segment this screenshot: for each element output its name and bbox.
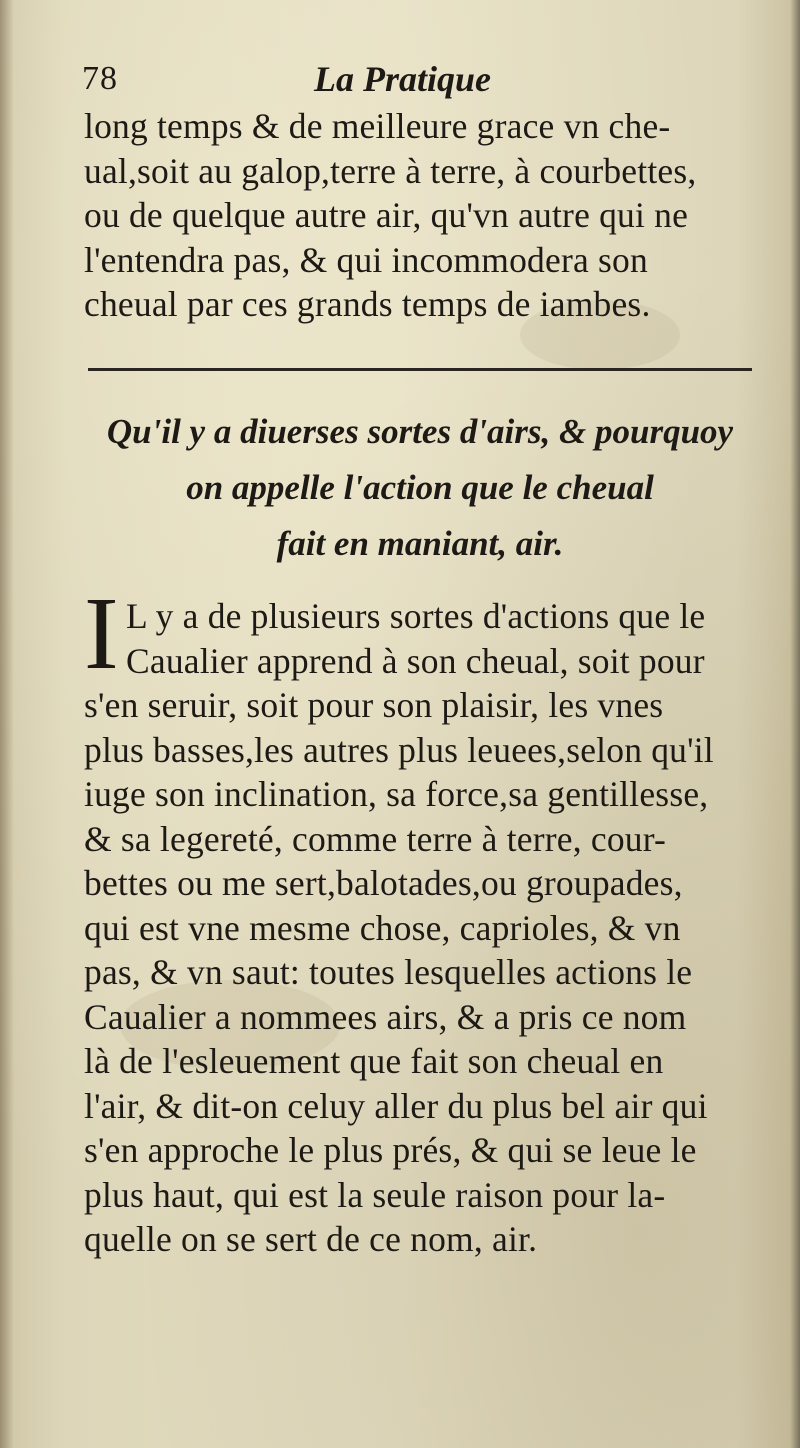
text-line: Caualier apprend à son cheual, soit pour (126, 640, 705, 681)
text-line: s'en seruir, soit pour son plaisir, les vnes (84, 685, 664, 725)
heading-line: fait en maniant, air. (276, 524, 564, 563)
heading-line: Qu'il y a diuerses sortes d'airs, & pourquoy (106, 412, 734, 451)
text-line: pas, & vn saut: toutes lesquelles actions le (84, 952, 693, 992)
text-line: bettes ou me sert,balotades,ou groupades, (84, 863, 683, 903)
text-line: l'air, & dit-on celuy aller du plus bel air qui (84, 1085, 708, 1126)
running-head: La Pratique (314, 59, 491, 99)
page-left-edge-shadow (0, 0, 14, 1448)
section-body-paragraph (84, 594, 774, 1262)
text-line: l'entendra pas, & qui incommodera son (84, 239, 648, 280)
text-line: & sa legereté, comme terre à terre, cour- (84, 818, 667, 859)
page-header (82, 58, 762, 108)
text-line: Caualier a nommees airs, & a pris ce nom (84, 996, 687, 1037)
heading-line: on appelle l'action que le cheual (186, 468, 654, 507)
text-line: iuge son inclination, sa force,sa gentillesse, (84, 774, 709, 814)
page-number: 78 (82, 60, 118, 97)
section-divider-rule (88, 368, 752, 371)
text-line: qui est vne mesme chose, caprioles, & vn (84, 907, 681, 948)
text-line: cheual par ces grands temps de iambes. (84, 284, 651, 324)
text-line: long temps & de meilleure grace vn che- (84, 106, 671, 146)
text-line: plus haut, qui est la seule raison pour la- (84, 1174, 666, 1215)
text-line: s'en approche le plus prés, & qui se leue le (84, 1130, 697, 1170)
text-line: là de l'esleuement que fait son cheual en (84, 1041, 664, 1081)
text-line: L y a de plusieurs sortes d'actions que le (126, 596, 706, 636)
text-line: plus basses,les autres plus leuees,selon qu'il (84, 729, 714, 770)
text-line: ual,soit au galop,terre à terre, à courbettes, (84, 150, 697, 191)
drop-cap-initial: I (84, 576, 119, 691)
page-right-edge-shadow (790, 0, 800, 1448)
section-heading (60, 404, 780, 572)
text-line: quelle on se sert de ce nom, air. (84, 1219, 538, 1259)
continued-paragraph (84, 104, 774, 327)
text-line: ou de quelque autre air, qu'vn autre qui ne (84, 195, 689, 235)
